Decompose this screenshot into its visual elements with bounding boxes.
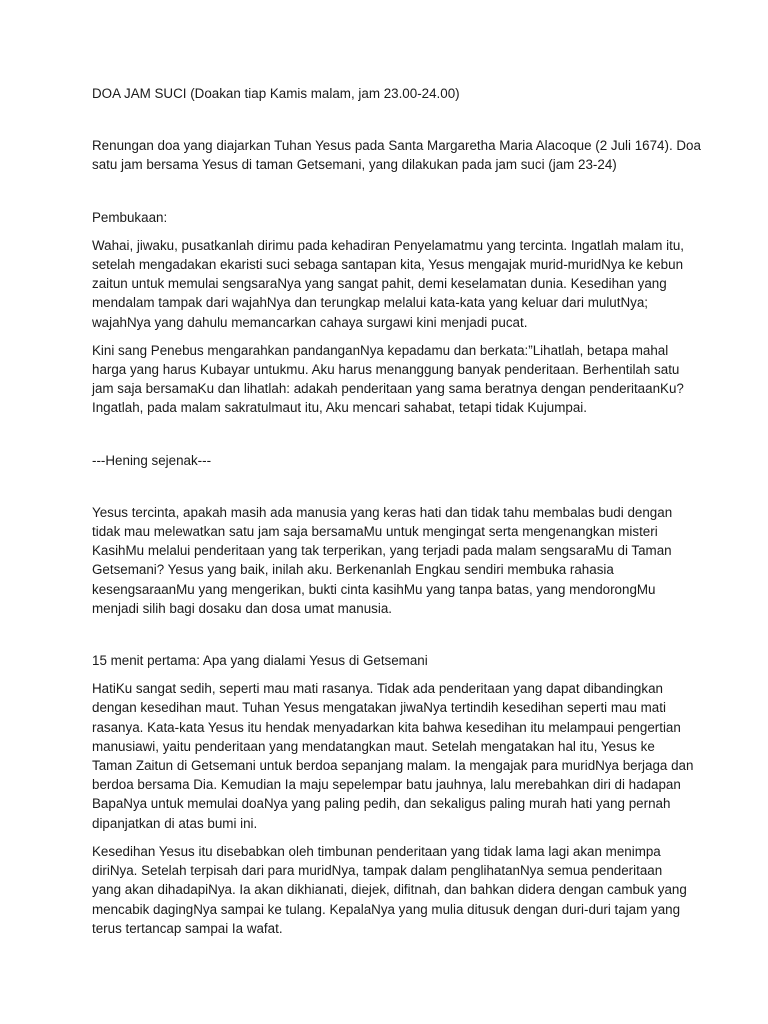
paragraph-line: Ingatlah, pada malam sakratulmaut itu, Aku mencari sahabat, tetapi tidak Kujumpai. xyxy=(92,400,587,416)
paragraph-line: dengan kesedihan maut. Tuhan Yesus mengatakan jiwaNya tertindih kesedihan seperti mau mati xyxy=(92,700,666,716)
paragraph-line: BapaNya untuk memulai doaNya yang paling pedih, dan sekaligus paling murah hati yang pernah xyxy=(92,796,671,812)
paragraph-line: Kini sang Penebus mengarahkan pandanganNya kepadamu dan berkata:”Lihatlah, betapa mahal xyxy=(92,342,669,358)
intro-line: satu jam bersama Yesus di taman Getsemani, yang dilakukan pada jam suci (jam 23-24) xyxy=(92,157,617,173)
paragraph-line: kesengsaraanMu yang mengerikan, bukti cinta kasihMu yang tanpa batas, yang mendorongMu xyxy=(92,581,656,597)
prayer-paragraph xyxy=(92,503,692,618)
paragraph-line: wajahNya yang dahulu memancarkan cahaya surgawi kini menjadi pucat. xyxy=(92,314,528,330)
opening-heading: Pembukaan: xyxy=(92,209,168,225)
opening-paragraph-1 xyxy=(92,236,692,332)
intro-paragraph xyxy=(92,136,701,174)
paragraph-line: harga yang harus Kubayar untukmu. Aku harus menanggung banyak penderitaan. Berhentilah satu xyxy=(92,362,680,378)
section1-paragraph-1 xyxy=(92,679,692,833)
paragraph-line: diriNya. Setelah terpisah dari para muridNya, tampak dalam penglihatanNya semua penderitaan xyxy=(92,863,663,879)
paragraph-line: manusiawi, yaitu penderitaan yang mendatangkan maut. Setelah mengatakan hal itu, Yesus ke xyxy=(92,738,655,754)
paragraph-line: Wahai, jiwaku, pusatkanlah dirimu pada kehadiran Penyelamatmu yang tercinta. Ingatlah malam itu, xyxy=(92,237,684,253)
paragraph-line: terus tertancap sampai Ia wafat. xyxy=(92,920,283,936)
paragraph-line: menjadi silih bagi dosaku dan dosa umat manusia. xyxy=(92,600,392,616)
paragraph-line: mendalam tampak dari wajahNya dan terungkap melalui kata-kata yang keluar dari mulutNya; xyxy=(92,295,648,311)
paragraph-line: tidak mau melewatkan satu jam saja bersamaMu untuk mengingat serta mengenangkan misteri xyxy=(92,524,658,540)
paragraph-line: rasanya. Kata-kata Yesus itu hendak menyadarkan kita bahwa kesedihan itu melampaui pengertian xyxy=(92,719,681,735)
paragraph-line: zaitun untuk memulai sengsaraNya yang sangat pahit, demi keselamatan dunia. Kesedihan yang xyxy=(92,276,667,292)
paragraph-line: KasihMu melalui penderitaan yang tak terperikan, yang terjadi pada malam sengsaraMu di Taman xyxy=(92,543,672,559)
silence-note: ---Hening sejenak--- xyxy=(92,452,212,468)
section-heading: 15 menit pertama: Apa yang dialami Yesus di Getsemani xyxy=(92,653,428,669)
opening-paragraph-2 xyxy=(92,341,692,418)
document-title: DOA JAM SUCI (Doakan tiap Kamis malam, jam 23.00-24.00) xyxy=(92,86,460,101)
paragraph-line: setelah mengadakan ekaristi suci sebaga santapan kita, Yesus mengajak murid-muridNya ke kebun xyxy=(92,257,684,273)
paragraph-line: jam saja bersamaKu dan lihatlah: adakah penderitaan yang sama beratnya dengan penderitaanKu? xyxy=(92,381,684,397)
paragraph-line: yang akan dihadapiNya. Ia akan dikhianati, diejek, difitnah, dan bahkan didera dengan cambuk yang xyxy=(92,882,687,898)
paragraph-line: HatiKu sangat sedih, seperti mau mati rasanya. Tidak ada penderitaan yang dapat dibandingkan xyxy=(92,681,663,697)
paragraph-line: dipanjatkan di atas bumi ini. xyxy=(92,815,258,831)
section1-paragraph-2 xyxy=(92,842,692,938)
paragraph-line: berdoa bersama Dia. Kemudian Ia maju sepelempar batu jauhnya, lalu merebahkan diri di hadapan xyxy=(92,777,681,793)
paragraph-line: Kesedihan Yesus itu disebabkan oleh timbunan penderitaan yang tidak lama lagi akan menimpa xyxy=(92,843,661,859)
paragraph-line: Getsemani? Yesus yang baik, inilah aku. Berkenanlah Engkau sendiri membuka rahasia xyxy=(92,562,614,578)
paragraph-line: mencabik dagingNya sampai ke tulang. KepalaNya yang mulia ditusuk dengan duri-duri tajam yang xyxy=(92,901,681,917)
document-page xyxy=(92,84,701,938)
paragraph-line: Yesus tercinta, apakah masih ada manusia yang keras hati dan tidak tahu membalas budi dengan xyxy=(92,504,673,520)
intro-line: Renungan doa yang diajarkan Tuhan Yesus pada Santa Margaretha Maria Alacoque (2 Juli 1674). Doa xyxy=(92,138,701,154)
paragraph-line: Taman Zaitun di Getsemani untuk berdoa sepanjang malam. Ia mengajak para muridNya berjaga dan xyxy=(92,758,694,774)
